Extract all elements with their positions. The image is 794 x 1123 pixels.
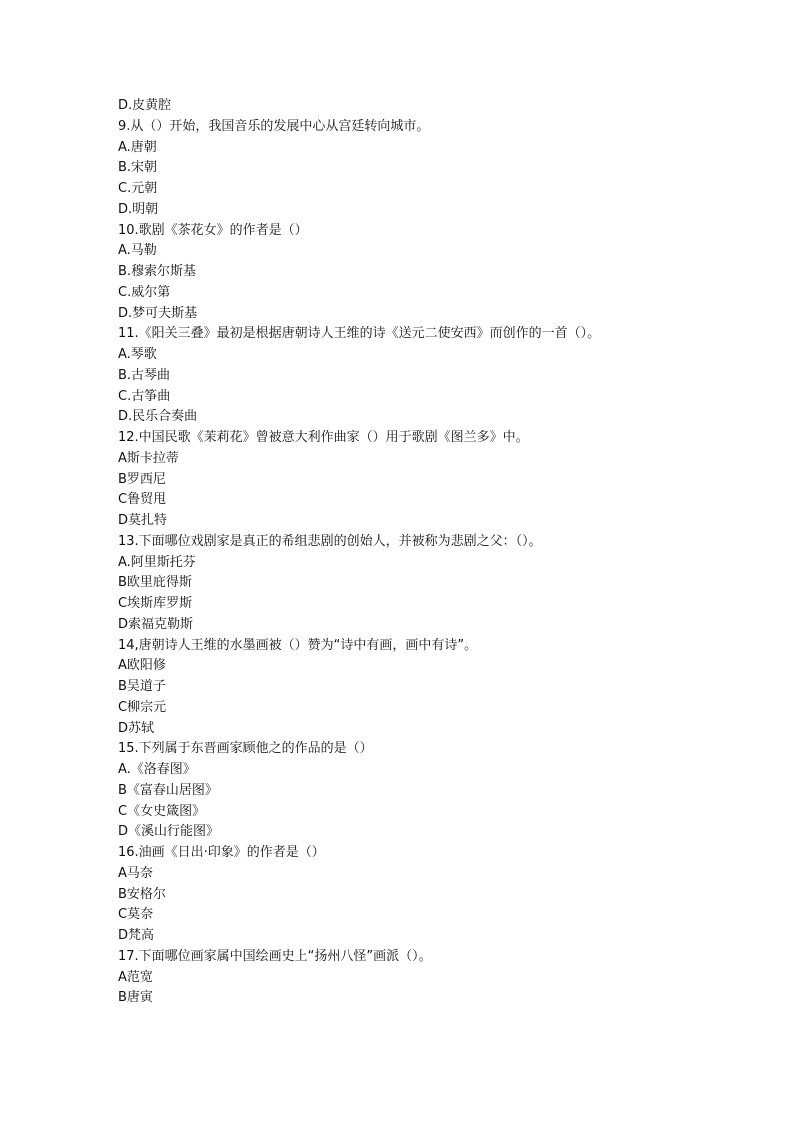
answer-option: D.梦可夫斯基 [118, 305, 198, 321]
answer-option: A.马勒 [118, 243, 157, 259]
question-14: 14,唐朝诗人王维的水墨画被（）赞为“诗中有画，画中有诗”。 [118, 637, 478, 653]
answer-option: B欧里庇得斯 [118, 575, 192, 591]
answer-option: B.宋朝 [118, 160, 158, 176]
answer-option: D苏轼 [118, 720, 155, 736]
question-11: 11.《阳关三叠》最初是根据唐朝诗人王维的诗《送元二使安西》而创作的一首（）。 [118, 326, 601, 342]
answer-option: A.唐朝 [118, 139, 157, 155]
answer-option: C.元朝 [118, 181, 158, 196]
answer-option: D.民乐合奏曲 [118, 409, 198, 425]
answer-option: D《溪山行能图》 [118, 824, 220, 840]
question-16: 16.油画《日出·印象》的作者是（） [118, 845, 325, 860]
question-17: 17.下面哪位画家属中国绘画史上“扬州八怪”画派（）。 [118, 948, 432, 964]
answer-option: D.明朝 [118, 201, 159, 217]
answer-option: B吴道子 [118, 679, 166, 694]
answer-option: C柳宗元 [118, 699, 167, 715]
answer-option: D.皮黄腔 [118, 98, 172, 113]
answer-option: A.《洛春图》 [118, 762, 196, 777]
answer-option: C埃斯库罗斯 [118, 596, 193, 611]
document-page [118, 96, 718, 1009]
question-9: 9.从（）开始，我国音乐的发展中心从宫廷转向城市。 [118, 118, 430, 134]
answer-option: A欧阳修 [118, 658, 166, 674]
answer-option: A马奈 [118, 865, 153, 881]
question-10: 10.歌剧《茶花女》的作者是（） [118, 222, 308, 238]
answer-option: C鲁贸甩 [118, 492, 167, 508]
answer-option: A.阿里斯托芬 [118, 554, 196, 570]
answer-option: C.威尔第 [118, 284, 171, 300]
answer-option: D索福克勒斯 [118, 616, 194, 632]
answer-option: B安格尔 [118, 886, 166, 902]
answer-option: B.穆索尔斯基 [118, 264, 197, 279]
question-12: 12.中国民歌《茉莉花》曾被意大利作曲家（）用于歌剧《图兰多》中。 [118, 430, 529, 445]
answer-option: A范宽 [118, 969, 153, 985]
answer-option: D梵高 [118, 928, 155, 943]
answer-option: C.古筝曲 [118, 388, 171, 404]
question-15: 15.下列属于东晋画家顾他之的作品的是（） [118, 741, 373, 757]
answer-option: A.琴歌 [118, 347, 157, 362]
answer-option: C《女史箴图》 [118, 803, 206, 819]
answer-option: D莫扎特 [118, 513, 168, 528]
answer-option: B罗西尼 [118, 471, 166, 487]
answer-option: B《富春山居图》 [118, 782, 218, 798]
answer-option: A斯卡拉蒂 [118, 450, 179, 466]
answer-option: C莫奈 [118, 907, 154, 923]
answer-option: B唐寅 [118, 990, 153, 1006]
answer-option: B.古琴曲 [118, 367, 171, 383]
question-13: 13.下面哪位戏剧家是真正的希组悲剧的创始人，并被称为悲剧之父：（）。 [118, 533, 542, 549]
